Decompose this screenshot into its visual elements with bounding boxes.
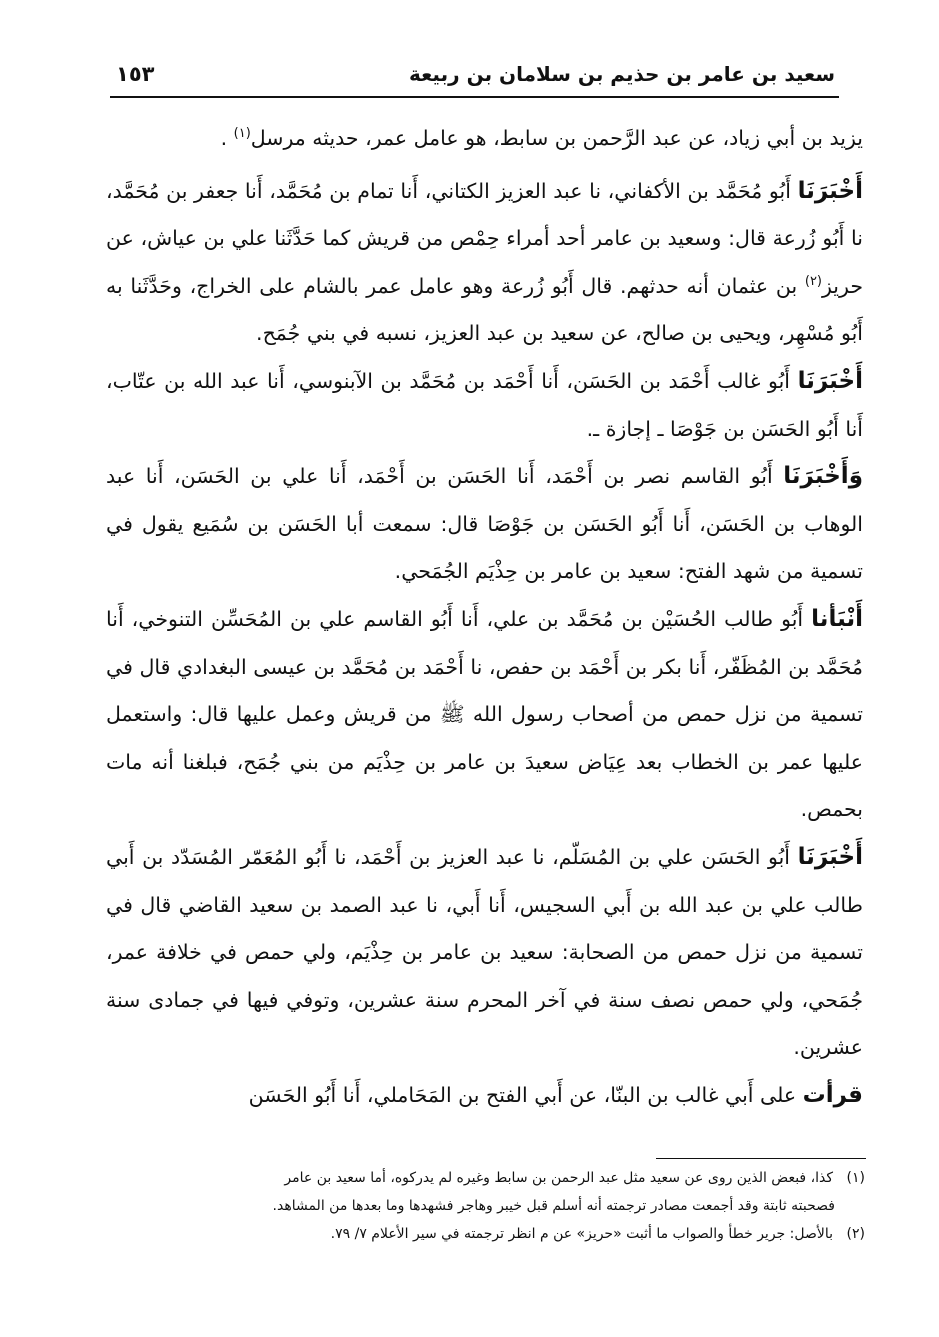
- paragraph-text: أَبُو غالب أَحْمَد بن الحَسَن، أَنا أَحْمَد بن مُحَمَّد بن الآبنوسي، أَنا عبد الله بن عتّاب، أَنا أَبُو الحَسَن بن جَوْصَا ـ إجازة ـ.: [106, 368, 863, 441]
- paragraph-text: يزيد بن أبي زياد، عن عبد الرَّحمن بن سابط، هو عامل عمر، حديثه مرسل: [250, 126, 863, 150]
- paragraph-text: أَبُو طالب الحُسَيْن بن مُحَمَّد بن علي، أَنا أَبُو القاسم علي بن المُحَسِّن التنوخي، أَنا مُحَمَّد بن المُظَفّر، أَنا بكر بن أَحْمَد بن حفص، نا أَحْمَد بن مُحَمَّد بن عيسى البغدادي قال في تسمية من نزل حمص من أصحاب رسول الله ﷺ من قريش وعمل عليها قال: واستعمل عليها عمر بن الخطاب بعد عِيَاض سعيدَ بن عامر بن حِذْيَم من بني جُمَح، فبلغنا أنه مات بحمص.: [106, 606, 863, 822]
- footnote-1: [110, 1164, 865, 1220]
- footnote-rule: [656, 1158, 866, 1159]
- paragraph-text: أَبُو القاسم نصر بن أَحْمَد، أَنا الحَسَن بن أَحْمَد، أَنا علي بن الحَسَن، أَنا عبد الوهاب بن الحَسَن، أَنا أَبُو الحَسَن بن جَوْصَا قال: سمعت أبا الحَسَن بن سُمَيع يقول في تسمية من شهد الفتح: سعيد بن عامر بن حِذْيَم الجُمَحي.: [106, 464, 863, 584]
- footnote-text: بالأصل: جرير خطأ والصواب ما أثبت «حريز» عن م انظر ترجمته في سير الأعلام ٧/ ٧٩.: [330, 1226, 833, 1242]
- footnotes: [110, 1164, 865, 1248]
- isnad-lead: أَنْبَأنا: [811, 605, 863, 632]
- paragraph-6: [106, 834, 863, 1072]
- paragraph-text: أَبُو الحَسَن علي بن المُسَلّم، نا عبد العزيز بن أَحْمَد، نا أَبُو المُعَمّر المُسَدّد بن أَبي طالب علي بن عبد الله بن أَبي السجيس، أَنا أَبي، نا عبد الصمد بن سعيد القاضي قال في تسمية من نزل حمص من الصحابة: سعيد بن عامر بن حِذْيَم، ولي حمص في خلافة عمر، جُمَحي، ولي حمص نصف سنة في آخر المحرم سنة عشرين، وتوفي فيها في جمادى سنة عشرين.: [106, 844, 863, 1060]
- footnote-text: كذا، فبعض الذين روى عن سعيد مثل عبد الرحمن بن سابط وغيره لم يدركوه، أما سعيد بن عامر: [284, 1170, 833, 1186]
- footnote-number: (٢): [846, 1226, 865, 1242]
- footnote-number: (١): [846, 1170, 865, 1186]
- paragraph-3: [106, 358, 863, 453]
- paragraph-2: [106, 168, 863, 358]
- paragraph-7: [106, 1072, 863, 1120]
- paragraph-5: [106, 596, 863, 834]
- footnote-2: [110, 1220, 865, 1248]
- isnad-lead: أَخْبَرَنَا: [797, 843, 863, 870]
- page-number: ١٥٣: [116, 62, 155, 86]
- paragraph-tail: .: [220, 126, 234, 150]
- isnad-lead: قرأت: [802, 1081, 863, 1108]
- page-header: [116, 52, 835, 96]
- paragraph-1: [106, 115, 863, 163]
- footnote-ref-1: (١): [233, 126, 251, 142]
- paragraph-text: أَبُو مُحَمَّد بن الأكفاني، نا عبد العزيز الكتاني، أَنا تمام بن مُحَمَّد، أَنا جعفر بن مُحَمَّد، نا أَبُو زُرعة قال: وسعيد بن عامر أحد أمراء حِمْص من قريش كما حَدَّثَنا علي بن عياش، عن حريز: [106, 178, 863, 298]
- paragraph-text: على أَبي غالب بن البنّا، عن أَبي الفتح بن المَحَاملي، أَنا أَبُو الحَسَن: [248, 1082, 803, 1107]
- footnote-continuation: فصحبته ثابتة وقد أجمعت مصادر ترجمته أنه أسلم قبل خيبر وهاجر فشهدها وما بعدها من المشاهد.: [272, 1198, 835, 1214]
- isnad-lead: وَأَخْبَرَنَا: [783, 463, 863, 490]
- paragraph-tail: بن عثمان أنه حدثهم. قال أَبُو زُرعة وهو عامل عمر بالشام على الخراج، وحَدَّثَنا به أَبُو مُسْهِر، ويحيى بن صالح، عن سعيد بن عبد العزيز، نسبه في بني جُمَح.: [106, 273, 863, 346]
- body-text: [106, 115, 863, 1119]
- isnad-lead: أَخْبَرَنَا: [797, 177, 863, 204]
- paragraph-4: [106, 453, 863, 596]
- header-rule: [110, 96, 839, 98]
- isnad-lead: أَخْبَرَنَا: [797, 367, 863, 394]
- running-title: سعيد بن عامر بن حذيم بن سلامان بن ربيعة: [409, 62, 835, 86]
- footnote-ref-2: (٢): [804, 273, 822, 289]
